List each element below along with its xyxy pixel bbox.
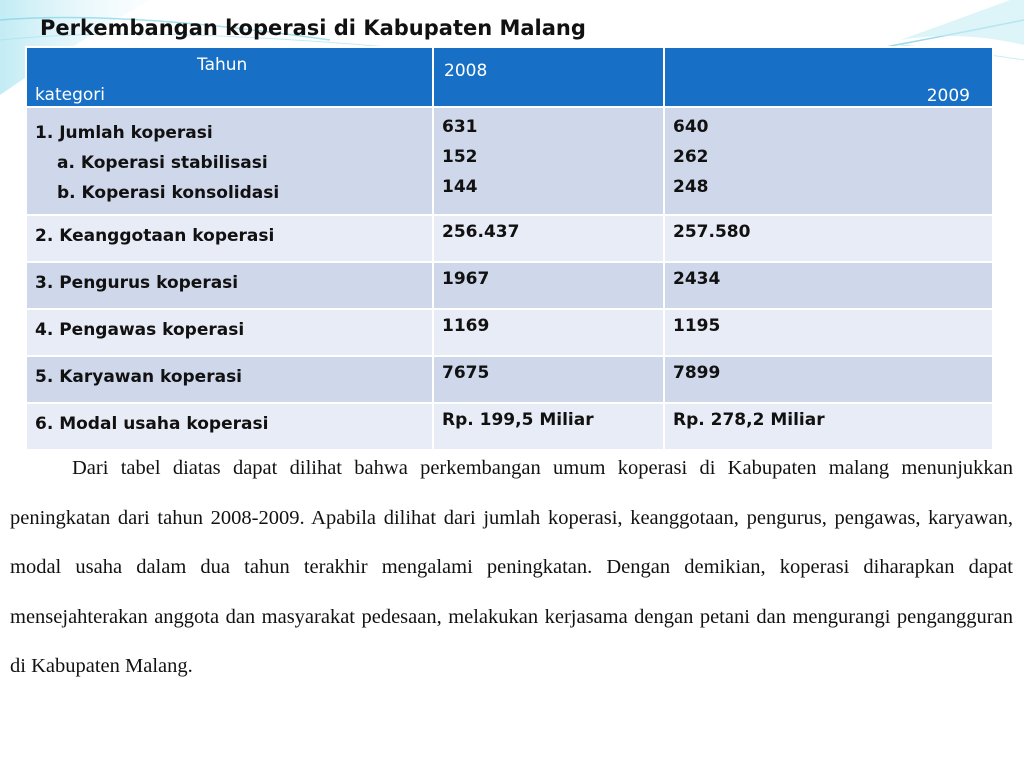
table-row	[26, 262, 993, 309]
value-2008: 152	[442, 147, 478, 167]
page-title: Perkembangan koperasi di Kabupaten Malang	[40, 16, 586, 40]
value-2008-cell: 1169	[433, 309, 664, 356]
value-2009-cell	[664, 107, 993, 215]
category-label: 1. Jumlah koperasi	[35, 123, 213, 143]
category-cell: 5. Karyawan koperasi	[26, 356, 433, 403]
value-2008-cell: 7675	[433, 356, 664, 403]
value-2009: 640	[673, 117, 709, 137]
category-cell	[26, 107, 433, 215]
table-header-row	[26, 47, 993, 107]
value-2009-cell: 257.580	[664, 215, 993, 262]
value-2009-cell: Rp. 278,2 Miliar	[664, 403, 993, 450]
value-2009-cell: 1195	[664, 309, 993, 356]
value-2008: 144	[442, 177, 478, 197]
table-row	[26, 309, 993, 356]
value-2008-cell: 256.437	[433, 215, 664, 262]
value-2008-cell	[433, 107, 664, 215]
value-2009: 262	[673, 147, 709, 167]
cooperative-table	[25, 46, 994, 451]
table-row	[26, 356, 993, 403]
category-cell: 2. Keanggotaan koperasi	[26, 215, 433, 262]
category-cell: 3. Pengurus koperasi	[26, 262, 433, 309]
header-tahun-label: Tahun	[197, 55, 248, 75]
value-2009-cell: 7899	[664, 356, 993, 403]
subcategory-label: b. Koperasi konsolidasi	[57, 183, 280, 203]
header-kategori-label: kategori	[35, 85, 105, 105]
category-cell: 4. Pengawas koperasi	[26, 309, 433, 356]
value-2008: 631	[442, 117, 478, 137]
header-2009-cell	[664, 47, 993, 107]
value-2008-cell: Rp. 199,5 Miliar	[433, 403, 664, 450]
table-row	[26, 107, 993, 215]
table-row	[26, 215, 993, 262]
header-2008-cell	[433, 47, 664, 107]
header-category-cell	[26, 47, 433, 107]
subcategory-label: a. Koperasi stabilisasi	[57, 153, 268, 173]
summary-paragraph: Dari tabel diatas dapat dilihat bahwa perkembangan umum koperasi di Kabupaten malang menunjukkan peningkatan dari tahun 2008-2009. Apabila dilihat dari jumlah koperasi, keanggotaan, pengurus, pengawas, karyawan, modal usaha dalam dua tahun terakhir mengalami peningkatan. Dengan demikian, koperasi diharapkan dapat mensejahterakan anggota dan masyarakat pedesaan, melakukan kerjasama dengan petani dan mengurangi pengangguran di Kabupaten Malang.	[10, 457, 1013, 677]
value-2009-cell: 2434	[664, 262, 993, 309]
table-row	[26, 403, 993, 450]
category-cell: 6. Modal usaha koperasi	[26, 403, 433, 450]
header-2009-label: 2009	[926, 86, 970, 106]
value-2008-cell: 1967	[433, 262, 664, 309]
header-2008-label: 2008	[444, 61, 488, 81]
value-2009: 248	[673, 177, 709, 197]
